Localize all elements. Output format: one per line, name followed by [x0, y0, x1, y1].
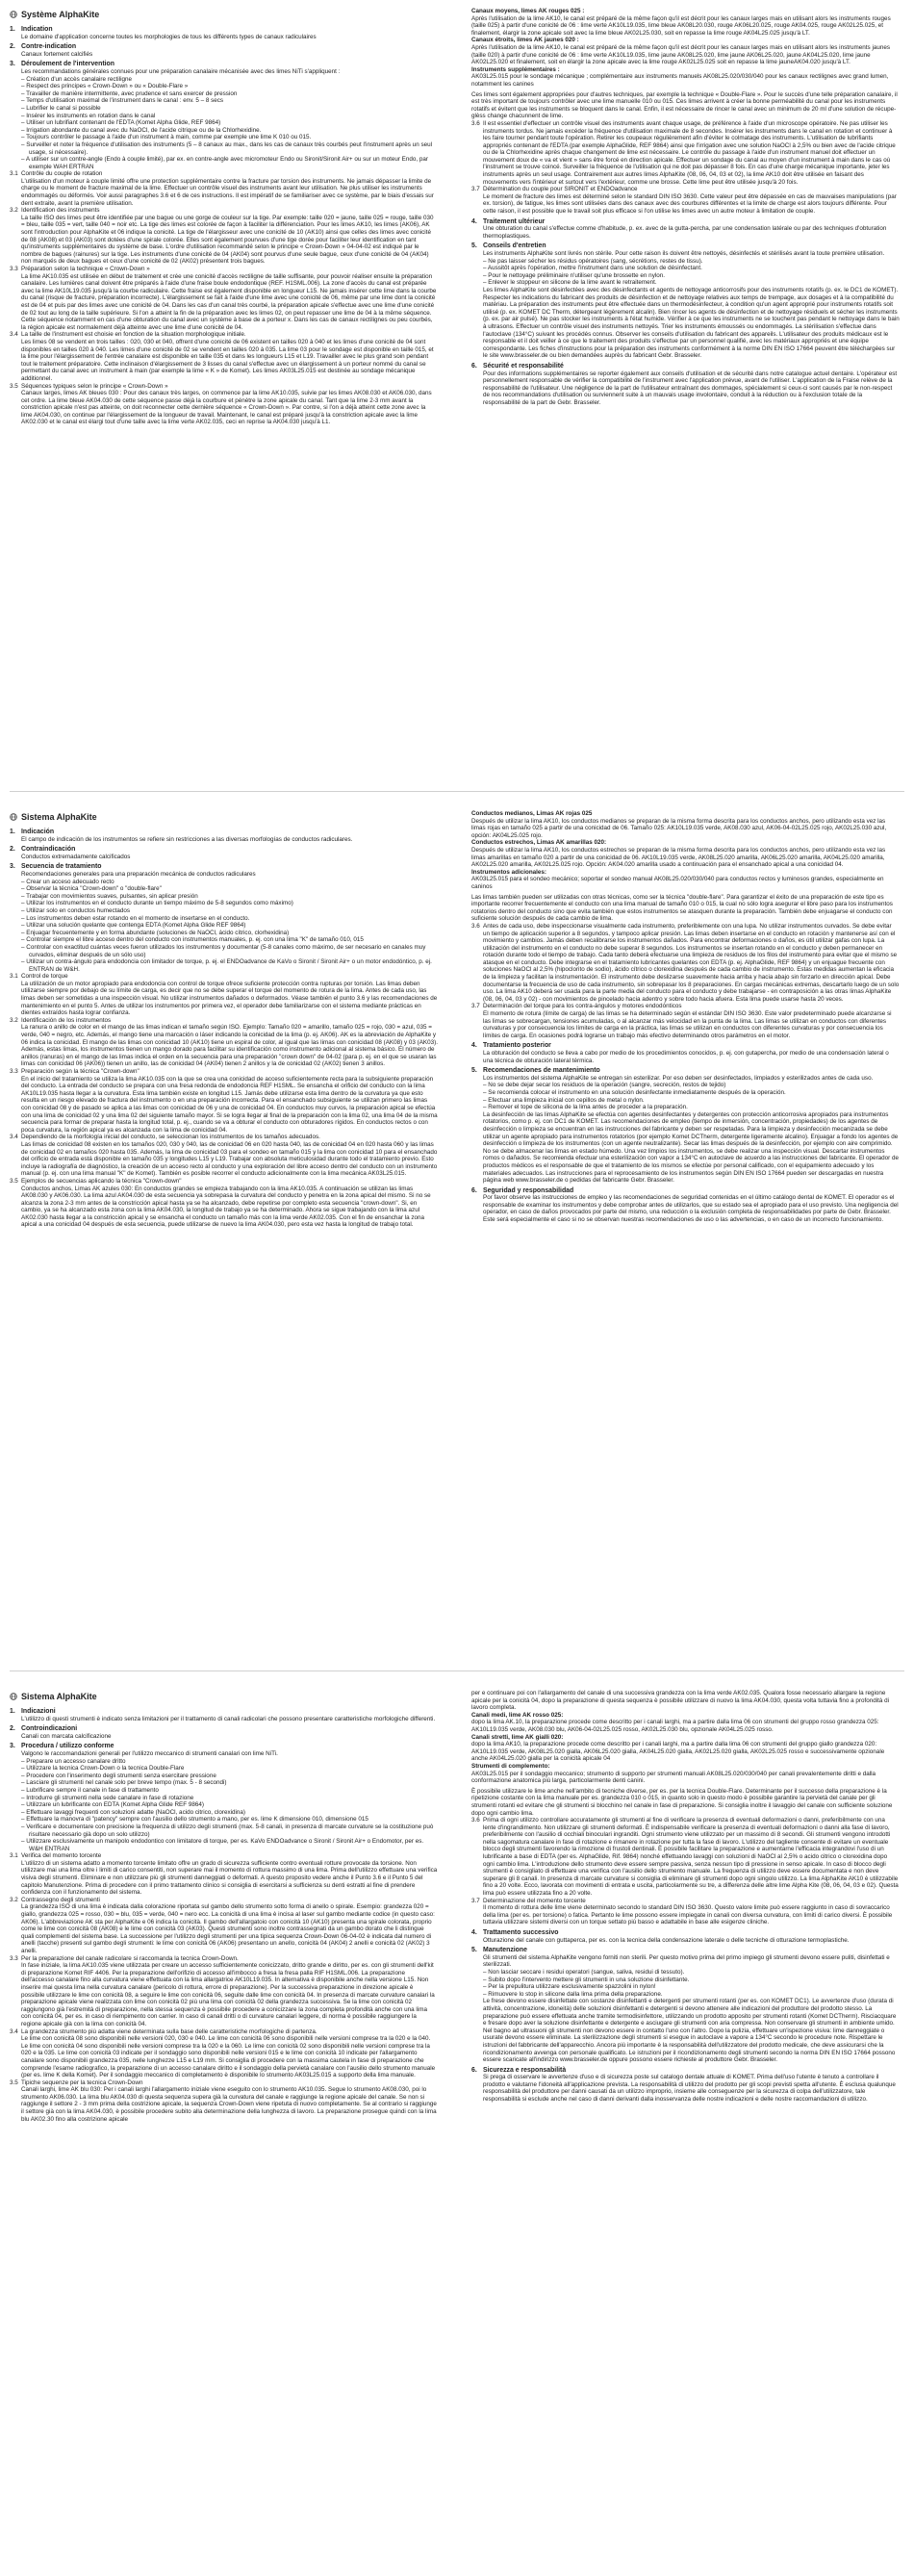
- list-item: – Observar la técnica "Crown-down" o "double-flare": [10, 885, 438, 893]
- paragraph: Canali con marcata calcificazione: [21, 1732, 112, 1740]
- paragraph: La taille ISO des limes peut être identifiée par une bague ou une gorge de couleur sur la tige. Par exemple: taille 020 = jaune, taille 025 = rouge, taille 030 = bleu, taille 035 = vert, taille 040 = noir etc. La tige des limes est colorée de façon à faciliter la différenciation. Pour les limes AK10, les limes (AK06), AK sont l'introduction pour AlphaKite et 06 indique la conicité. La tige de l'élargisseur avec une conicité de 10 (AK10) ainsi que celles des limes avec conicité de 08 (AK08) et 03 (AK03) sont dotées d'une spirale colorée. Elles sont également pourvues d'une tige dorée pour faciliter leur identification en tant qu'instruments supplémentaires du système de base. L'ordre d'utilisation recommandé selon le principe « Crown-Down » 04-04-02 est indiqué par le nombre de bagues (rainures) sur la tige. Les instruments d'une conicité de 04 (AK04) sont pourvus d'une seule bague, ceux d'une conicité de 04 (AK04) non marqués de deux bagues et ceux d'une conicité de 02 (AK02) présentent trois bagues.: [21, 214, 434, 266]
- paragraph: Les limes 08 se vendent en trois tailles : 020, 030 et 040, offrent d'une conicité de 06 existent en tailles 020 à 040 et les limes d'une conicité de 04 sont disponibles en tailles 020 à 040. Les limes d'une conicité de 02 se vendent en tailles 020 à 035. La lime 03 pour le sondage est disponible en taille 015, et la lime pour l'élargissement de l'entrée canalaire est disponible en taille 035 et dans les longueurs L15 et L19. Travailler avec le plus grand soin pendant tout le traitement préparatoire. Cette inclinaison d'élargissement de 3 lisses du canal s'effectue avec un élargissement à un porteur nommé du canal se permettant du canal avec un instrument à main (par exemple la lime « K » de Komet). Les limes AK03L25.015 est destinée au sondage mécanique additionnel.: [21, 338, 434, 382]
- subheading: Canali stretti, lime AK gialli 020:: [471, 1733, 564, 1741]
- paragraph: Le lime con conicità 08 sono disponibili nelle versioni 020, 030 e 040. Le lime con conicità 06 sono disponibili nelle versioni comprese tra la 020 e la 040. Le lime con conicità 04 sono disponibili nelle versioni comprese tra la 020 e la 060. Le lime con conicità 02 sono disponibili nelle versioni comprese tra la 020 e la 035. Le lime con conicità 03 indicate per il sondaggio sono disponibili nelle versioni 015 e le lime con conicità 10 indicate per l'allargamento canalare sono disponibili grandezza 035, nelle lunghezze L15 e L19 mm. Si consiglia di procedere con la massima cautela in fase di preparazione che comprende l'esame radiografico, la preparazione di un accesso canalare diritto e il sondaggio della pervietà canalare con l'ausilio dello strumento manuale (per es. lime K della Komet). Per il sondaggio meccanico di completamento è disponibile lo strumento AK03L25.015 a supporto della lima manuale.: [21, 2035, 436, 2079]
- paragraph: Las limas también pueden ser utilizadas con otras técnicas, como ser la técnica "double-flare". Para garantizar el éxito de una preparación de este tipo es importante recorrer frecuentemente el conducto con una lima manual de tamaño 010 o 015, la cual no sólo logra asegurar el libre paso para los instrumentos rotatorios dentro del conducto sino que evita también que estos instrumentos se atasquen durante la preparación. También debe enjuagarse el conducto con suficiente solución después de cada cambio de lima.: [471, 893, 893, 923]
- heading-treatment: Tratamiento posterior: [483, 1042, 551, 1050]
- subheading: Canali medi, lime AK rosso 025:: [471, 1711, 564, 1719]
- subheading-number: 3.4: [10, 2028, 18, 2035]
- list-item: – Procedere con l'inserimento degli strumenti senza esercitare pressione: [10, 1773, 438, 1780]
- subheading: Instrumentos adicionales:: [471, 868, 547, 876]
- paragraph: È possibile utilizzare le lime anche nell'ambito di tecniche diverse, per es. per la tecnica Double-Flare. Determinante per il successo della preparazione è la ripetizione costante con la lima manuale per es. grandezza 010 o 015, in quanto solo in questo modo è possibile garantire la pervietà del canale per gli strumenti rotanti ed evitare che gli strumenti si blocchino nel canale in fase di preparazione. Si consiglia inoltre il lavaggio del canale con sufficiente soluzione dopo ogni cambio lima.: [471, 1787, 893, 1817]
- heading-indication: Indicación: [21, 829, 55, 835]
- left-column: [10, 23, 438, 426]
- paragraph: La utilización de un motor apropiado para endodoncia con control de torque ofrece suficiente protección contra rupturas por torsión. Las limas deben utilizarse siempre por debajo de su límite de carga, es decir que no se debe superar el torque del momento de rotura de la lima. Antes de cada uso, las limas deben ser sometidas a una inspección visual. No utilizar instrumentos dañados o deformados. Véase también el punto 3.6 y las recomendaciones de mantenimiento en el punto 5. Antes de utilizar los instrumentos por primera vez, el operador debe familiarizarse con el sistema mediante prácticas en dientes extraídos hasta lograr confianza.: [21, 980, 438, 1017]
- subheading: Determinación del torque para los contra-ángulos y motores endodónticos: [483, 1003, 682, 1010]
- heading-safety: Sicurezza e responsabilità: [483, 2066, 567, 2074]
- list-item: – Travailler de manière intermittente, avec prudence et sans exercer de pression: [10, 90, 438, 98]
- heading-number: 3.: [10, 863, 15, 871]
- paragraph: Après l'utilisation de la lime AK10, le canal est préparé de la même façon qu'il est décrit pour les canaux larges mais en utilisant alors les instruments rouges (taille 025) à partir d'une conicité de 06 : lime verte AK10L19.035, lime bleue AK08L20.030, rouge AK06L20.025, rouge AK04.025, rouge AK02L25.025, et finalement, élargir la zone apicale soit avec la lime bleue AK02L25.030, soit en repasse la lime rouge AK04L25.025 jusqu'à LT.: [471, 14, 891, 37]
- subheading: Séquences typiques selon le principe « Crown-Down »: [21, 382, 168, 390]
- list-item: – Se recomienda colocar el instrumento en una solución desinfectante inmediatamente después de la operación.: [471, 1089, 900, 1097]
- list-item: – Ne pas laisser sécher les résidus opératoires (sang, sécrétions, restes de tissu).: [471, 258, 900, 266]
- paragraph: Después de utilizar la lima AK10, los conductos estrechos se preparan de la misma forma descrita para los conductos anchos, pero utilizando esta vez las limas amarillas en tamaño 020 a partir de una conicidad de 06. AK10L19.035 verde, AK08L25.020 amarilla, AK06L25.020 amarilla, AK04L25.020 amarilla, AK02L25.020 amarilla, AK02L25.025 rojo. Opción: AK04.020 amarilla usado a continuación para el ensanchado apical a una conicidad 04.: [471, 846, 886, 869]
- list-item: – Controlar siempre el libre acceso dentro del conducto con instrumentos manuales, p. ej. con una lima "K" de tamaño 010, 015: [10, 936, 438, 944]
- list-item: – Utilizar un contra-ángulo para endodoncia con limitador de torque, p. ej. el ENDOadvance de KaVo o Sironit / Sironit Air+ o un motor endodóntico, p. ej. ENTRAN de W&H.: [10, 958, 438, 973]
- heading-number: 2.: [10, 43, 15, 51]
- paragraph: Otturazione del canale con guttaperca, per es. con la tecnica della condensazione laterale o delle tecniche di otturazione termoplastiche.: [483, 1936, 850, 1944]
- paragraph: Il est essentiel d'effectuer un contrôle visuel des instruments avant chaque usage, de préférence à l'aide d'un microscope opératoire. Ne pas utiliser les instruments tordus. Ne jamais excéder la fréquence d'utilisation maximale de 8 secondes. Insérer les instruments dans le canal en rotation et continuer à les faire tourner pendant toute l'opération. Retirer les coupeaux régulièrement afin d'éviter le colmatage des instruments. L'utilisation de lubrifiants appropriés contenant de l'EDTA (par exemple AlphaGlide, REF 9864) ainsi que l'irrigation avec une solution NaOCl à 2,5% ou bien avec de l'acide citrique ou de la Chlorhexidine après chaque changement de lime est nécessaire. Le contrôle du passage à l'aide d'un instrument manuel doit effectuer un mouvement doux de « va et vient » sans être forcé en direction apicale. Effectuer un sondage du canal au moyen d'un instrument à main dans le cas où l'instrument se trouve coincé. Surveiller la fréquence de l'utilisation qui ne doit pas dépasser 8 fois. En cas d'une charge mécanique importante, jeter les instruments après un seul usage. Contrairement aux autres limes AlphaKite (08, 06, 04, 03 et 02), la lime AK10 doit être utilisée en faisant des mouvements vers l'intérieur et surtout vers l'extérieur, comme une brosse. Cette lime peut être utilisée jusqu'à 20 fois.: [483, 119, 896, 186]
- list-item: – Non lasciar seccare i residui operatori (sangue, saliva, residui di tessuto).: [471, 1969, 900, 1977]
- heading-indication: Indication: [21, 26, 53, 33]
- list-item: – Crear un acceso adecuado recto: [10, 879, 438, 886]
- heading-contraindication: Contre-indication: [21, 43, 77, 51]
- paragraph: En el inicio del tratamiento se utiliza la lima AK10.035 con la que se crea una conicidad de acceso suficientemente recta para la subsiguiente preparación del conducto. La entrada del conducto se prepara con una fresa redonda de endodoncia REF H1SML. Se ensancha el orificio del conducto con la lima AK10L19.035 hasta llegar a la curvatura. Esta lima también existe en longitud L15. Jamás debe utilizarse esta lima dentro de la curvatura ya que esto resulta en un riesgo elevado de fractura del instrumento o en una preparación incorrecta. Para el ensanchado subsiguiente se utilizan primero las limas con conicidad 08 y de pasado se aplica a las limas con conicidad de 06 y una de conicidad 04. En conductos muy curvos, la preparación apical se efectúa con una lima de conicidad 02 y una lima 02 del siguiente tamaño mayor. Si se logra llegar al final de la preparación con la lima 02, una lima 04 de la misma secuencia para formar de preparar hasta la longitud total, p. ej., cuando se va a obturar el conducto con obturadores rígidos. En conductos rectos o con poca curvatura, la región apical ya es alcanzada con la lima de conicidad 04.: [21, 1075, 438, 1134]
- heading-number: 1.: [10, 1708, 15, 1715]
- heading-number: 3.: [10, 61, 15, 68]
- subheading-number: 3.7: [471, 1003, 480, 1010]
- list-item: – Enjuagar frecuentemente y en forma abundante (soluciones de NaOCl, ácido cítrico, clorhexidina): [10, 930, 438, 937]
- subheading-number: 3.4: [10, 1134, 18, 1141]
- list-item: – Controlar con exactitud cuántas veces fueron utilizados los instrumentos y documentar (5-8 canales como máximo, de ser necesario en canales muy curvados, eliminar después de un sólo uso): [10, 944, 438, 958]
- paragraph: El momento de rotura (límite de carga) de las limas se ha determinado según el estándar DIN ISO 3630. Este valor predeterminado puede alcanzarse si las limas se sobrecargan, tensiones acumuladas, o al alcanzar más velocidad en la punta de la lima. Las limas se utilizan en conductos con diferentes curvaturas y por consecuencia los límites de carga en la práctica, las limas se utilizan en conductos con diferentes curvaturas y por consecuencia los límites de carga. En ocasiones podrá lograrse un trabajo más efectivo determinando otros parámetros en el motor.: [483, 1010, 892, 1039]
- paragraph: Conductos extremadamente calcificados: [21, 853, 131, 860]
- list-item: – Création d'un accès canalaire rectiligne: [10, 76, 438, 84]
- paragraph: Le domaine d'application concerne toutes les morphologies de tous les différents types de canaux radiculaires: [21, 33, 317, 40]
- list-item: – Utilizar solo en conductos humectados: [10, 907, 438, 915]
- paragraph: Les instruments AlphaKite sont livrés non stérile. Pour cette raison ils doivent être nettoyés, désinfectés et stérilisés avant la toute première utilisation.: [483, 250, 885, 257]
- heading-number: 4.: [471, 1929, 477, 1936]
- paragraph: L'utilisation d'un moteur à couple limité offre une protection supplémentaire contre la fracture par torsion des instruments. Ne jamais dépasser la limite de charge ou le moment de fracture maximal de la lime. Effectuer un contrôle visuel des instruments avant leur utilisation. Ne plus utiliser les instruments endommagés ou déformés. Voir aussi paragraphes 3.6 et 6 de ces instructions. Il est impératif de se familiariser avec ce système, par le biais d'essais sur dent extraite, avant la première utilisation.: [21, 177, 434, 207]
- paragraph: Une obturation du canal s'effectue comme d'habitude, p. ex. avec de la gutta-percha, par une condensation latérale ou par des techniques d'obturation thermoplastiques.: [483, 225, 887, 240]
- paragraph: Los instrumentos del sistema AlphaKite se entregan sin esterilizar. Por eso deben ser desinfectados, limpiados y esterilizados antes de cada uso.: [483, 1074, 874, 1082]
- heading-indication: Indicazioni: [21, 1708, 56, 1715]
- list-item: – Respect des principes « Crown-Down » ou « Double-Flare »: [10, 83, 438, 90]
- paragraph: Las limas de conicidad 08 existen en los tamaños 020, 030 y 040, las de conicidad 06 en 020 hasta 040, las de conicidad 04 en 020 hasta 060 y las limas de conicidad 02 en tamaños 020 hasta 035. Además, la lima de conicidad 03 para el sondeo en tamaño 015 y la lima con conicidad 10 para el ensanchado del orificio de entrada está disponible en tamaño 035 y longitudes L15 y L19. Trabajar con absoluta meticulosidad durante todo el tratamiento previo. Esto incluye la radiografía de diagnóstico, la creación de un acceso recto al conducto y una exploración del libre acceso dentro del conducto con un instrumento manual (p. ej. con una lima manual "K" de Komet). También es posible recorrer el conducto adicionalmente con la lima mecánica AK03L25.015.: [21, 1140, 438, 1178]
- paragraph: Antes de cada uso, debe inspeccionarse visualmente cada instrumento, preferiblemente con una lupa. No utilizar instrumentos curvados. Se debe evitar un tiempo de aplicación superior a 8 segundos, y tampoco aplicar presión. Las limas deben insertarse en el conducto en rotación y mantenerse así con el movimiento y cambios. Jamás deben recalibrarse los instrumentos dañados. Para encontrar deformaciones o daños, es útil utilizar gafas con lupa. La utilización del instrumento en el conducto no debe superar 8 segundos. Los instrumentos se insertan rotando en el conducto y deben permanecer en rotación durante todo el tiempo de trabajo. Cada tanto deberá efectuarse una limpieza de residuos de los filos del instrumento para evitar que el mismo se atasque en el conducto. Debe integrarse en el tratamiento lubricantes quelantes con EDTA (p. ej. AlphaGlide, REF 9864) y un enjuague frecuente con soluciones NaOCl al 2,5% (hipoclorito de sodio), ácido cítrico o clorexidina después de cada cambio de instrumento. Estas medidas aumentan la eficacia de la limpieza y facilitan la instrumentación. El instrumento debe deslizarse suavemente hacia arriba y hacia abajo sin forzarlo en dirección apical. Debe documentarse la frecuencia de uso de cada instrumento, sin sobrepasar los 8 preparaciones. En cargas mecánicas extremas, descartarlo luego de un solo uso. La lima AK10 deberá ser usada para la parte media del conducto para el conducto y debe trabajarse - en contraposición a las otras limas AlphaKite (08, 06, 04, 03 y 02) - con movimientos de pincelado hacia adentro y sobre todo hacia afuera. Esta lima puede usarse hasta 20 veces.: [483, 922, 900, 1003]
- list-item: – Pour le nettoyage préliminaire n'utiliser qu'une brossette en nylon.: [471, 272, 900, 280]
- list-item: – Surveiller et noter la fréquence d'utilisation des instruments (5 – 8 canaux au max., dans les cas de canaux très courbés peut l'instrument après un seul usage, si nécessaire).: [10, 141, 438, 156]
- paragraph: Il momento di rottura delle lime viene determinato secondo lo standard DIN ISO 3630. Questo valore limite può essere raggiunto in caso di sovraccarico della lima (per es. per torsione) o fatica. Pertanto le lime possono essere impiegate in canali con diversa curvatura, con limiti di carico diversi. È possibile tuttavia utilizzare sistemi diversi con un torque settato più basso e adattabile in base alle esigenze cliniche.: [483, 1904, 893, 1926]
- heading-contraindication: Controindicazioni: [21, 1725, 78, 1733]
- list-item: – Rimuovere lo stop in silicone dalla lima prima della preparazione.: [471, 1991, 900, 1999]
- right-column: [471, 810, 900, 1224]
- heading-procedure: Procedura / utilizzo conforme: [21, 1743, 114, 1750]
- subheading: Préparation selon la technique « Crown-Down »: [21, 266, 150, 272]
- section-spanish: [0, 803, 914, 1649]
- subheading-number: 3.1: [10, 973, 18, 981]
- subheading-number: 3.5: [10, 1177, 18, 1185]
- paragraph: In fase iniziale, la lima AK10.035 viene utilizzata per creare un accesso sufficientemente conicizzato, dritto grande e diritto, per es. con gli strumenti dell'kit di preparazione Komet RIF 4406. Per la preparazione dell'orifizio di accesso all'imbocco a fresa la fresa palla RIF H1SML.006. La preparazione dell'accesso canalare fino alla curvatura viene effettuata con la lima allargatrice AK10L19.035. In alternativa è disponibile anche nella versione L15. Non inserire mai questa lima nella curvatura canalare (pericolo di rottura, errore di preparazione). Per la successiva preparazione in direzione apicale è possibile utilizzare le lime con conicità 08, a seguire le lime con conicità 06, seguite dalle lime con conicità 04. In presenza di marcate curvature canalari la preparazione apicale viene realizzata con lime con conicità 02 più una lima con conicità 02 della grandezza successiva. Se la lime con conicità 02 raggiungono già l'estremità di preparazione, nella stessa sequenza è possibile procedere a conicizzare la zona completa profondità anche con una lima con conicità 04, per es. in caso di riempimento con carrier. In caso di canali dritti o di curvature canalari leggere, di norma è possibile raggiungere la regione apicale già con la lima con conicità 04.: [21, 1962, 435, 2028]
- list-item: – Remover el tope de silicona de la lima antes de proceder a la preparación.: [471, 1104, 900, 1111]
- paragraph: El campo de indicación de los instrumentos se refiere sin restricciones a las diversas morfologías de conductos radiculares.: [21, 835, 353, 843]
- heading-treatment: Trattamento successivo: [483, 1929, 559, 1936]
- section-title: Sistema AlphaKite: [21, 1692, 97, 1701]
- paragraph: Si prega di osservare le avvertenze d'uso e di sicurezza poste sul catalogo dentale attuale di KOMET. Prima dell'uso l'utente è tenuto a controllare il prodotto e valutarne l'idoneità all'applicazione prevista. La responsabilità di utilizzo del prodotto per gli scopi previsti spetta all'utente. È esclusa qualunque responsabilità del produttore per danni causati da un utilizzo improprio, insieme alle conseguenze per la sicurezza di colpa dell'utilizzatore, tale responsabilità si esclude anche nel caso di danni derivanti dalla inosservanza delle nostre indicazioni e delle nostre raccomandazioni di utilizzo.: [483, 2074, 896, 2104]
- subheading: Canaux étroits, limes AK jaunes 020 :: [471, 37, 579, 44]
- subheading-number: 3.2: [10, 207, 18, 215]
- paragraph: AK03L25.015 per il sondaggio meccanico; strumento di supporto per strumenti manuali AK08L25.020/030/040 per canali prevalentemente diritti e dalla conformazione anatomica più larga, particolarmente denti canini.: [471, 1770, 876, 1785]
- list-item: – Utilizar una solución quelante que contenga EDTA (Komet Alpha Glide REF 9864): [10, 922, 438, 930]
- left-column: [10, 1705, 438, 2123]
- heading-number: 5.: [471, 1947, 477, 1954]
- paragraph: Valgono le raccomandazioni generali per l'utilizzo meccanico di strumenti canalari con lime NiTi.: [21, 1749, 278, 1757]
- subheading: Canaux moyens, limes AK rouges 025 :: [471, 8, 585, 14]
- paragraph: per e continuare poi con l'allargamento del canale di una successiva grandezza con la lima verde AK02.035. Qualora fosse necessario allargare la regione apicale per la conicità 04, dopo la preparazione di questa sequenza è possibile utilizzare di nuovo la lima AK04.030, questa volta tuttavia fino a profondità di lavoro completa.: [471, 1690, 890, 1712]
- paragraph: L'utilizzo di questi strumenti è indicato senza limitazioni per il trattamento di canali radicolari che possono presentare caratteristiche morfologiche differenti.: [21, 1715, 436, 1722]
- heading-number: 3.: [10, 1743, 15, 1750]
- paragraph: La ranura o anillo de color en el mango de las limas indican el tamaño según ISO. Ejemplo: Tamaño 020 = amarillo, tamaño 025 = rojo, 030 = azul, 035 = verde, 040 = negro, etc. Además, el mango tiene una marcación o láser indicando la conicidad de la lima (p. ej. AK06). AK es la abreviación de AlphaKite y 06 indica la conicidad. El mango de las limas con conicidad 10 (AK10) tiene un espiral de color, al igual que las limas con conicidad 08 (AK08) y 03 (AK03). Además, estas limas, los instrumentos tienen un mango dorado para facilitar su identificación como instrumento adicional al sistema básico. El número de anillos (ranuras) en el mango de las limas indica el orden en la secuencia para una preparación "crown down" de 04-02 (para p. ej. en el que se usaran las limas con conicidad 06 (AK06)) tienen un anillo, las de conicidad 04 (AK04) tienen 2 anillos y la de conicidad 02 (AK02) tienen 3 anillos.: [21, 1024, 438, 1068]
- list-item: – Preparare un accesso canalare dritto: [10, 1758, 438, 1766]
- subheading-number: 3.4: [10, 331, 18, 339]
- section-divider: [10, 791, 904, 792]
- list-item: – Effettuare la manovra di "patency" sempre con l'ausilio dello strumento a mano, per es. lime K dimensione 010, dimensione 015: [10, 1816, 438, 1824]
- heading-maintenance: Conseils d'entretien: [483, 242, 546, 250]
- paragraph: L'utilizzo di un sistema adatto a momento torcente limitato offre un grado di sicurezza sufficiente contro eventuali rotture provocate da torsione. Non utilizzare mai una lima oltre i limiti di carico consentiti, non superare mai il momento di rottura massimo di una lima. Prima dell'utilizzo effettuare una verifica visiva degli strumenti. Eliminare e non utilizzare più gli strumenti danneggiati o deformati. A questo proposito vedere anche il Punto 3.6 e il Punto 5 del capitolo Manutenzione. Prima di procedere con il primo trattamento clinico si consiglia di esercitarsi a sufficienza su denti estratti al fine di prendere confidenza con il funzionamento del sistema.: [21, 1859, 438, 1897]
- paragraph: Canaux fortement calcifiés: [21, 50, 93, 58]
- heading-number: 6.: [471, 1186, 477, 1194]
- section-french: [0, 0, 914, 760]
- subheading-number: 3.7: [471, 1897, 480, 1904]
- paragraph: Les recommandations générales connues pour une préparation canalaire mécanisée avec des limes NiTi s'appliquent :: [21, 67, 341, 75]
- list-item: – Aussitôt après l'opération, mettre l'instrument dans une solution de désinfectant.: [471, 265, 900, 272]
- heading-number: 1.: [10, 26, 15, 33]
- list-item: – Lubrifier le canal si possible: [10, 105, 438, 113]
- right-column: [471, 1690, 900, 2104]
- subheading-number: 3.6: [471, 922, 480, 930]
- heading-contraindication: Contraindicación: [21, 846, 76, 854]
- subheading: Strumenti di complemento:: [471, 1762, 550, 1770]
- heading-procedure: Déroulement de l'intervention: [21, 61, 114, 68]
- list-item: – Trabajar con movimientos suaves, pulsantes, sin aplicar presión: [10, 893, 438, 901]
- paragraph: La lime AK10.035 est utilisée en début de traitement et crée une conicité d'accès rectiligne de taille suffisante, pour pouvoir réaliser ensuite la préparation canalaire. Les lumières canal doivent être préparés à l'aide d'une fraise boule endodontique (REF. H1SML.006). La zone d'accès du canal est préparée avec la lime AK10L19.035 jusqu'à la courbe radiculaire. Cette fraise est également disponible en longueur L15. Ne jamais insérer cette lime dans la courbe du canal (risque de fracture, préparation incorrecte). L'élargissement se fait à l'aide d'une lime avec une conicité de 06, même par une lime dont la conicité est de 04 et puis par des limes avec une conicité de 04. Dans les cas d'un canal très courbé, la préparation apicale s'effectue avec une lime d'une conicité de 02 tout au long de la taille supérieure. Si l'on a atteint la fin de la préparation avec les limes 02, on peut repasser une lime de 04 à la même séquence. Cette séquence notamment en cas d'une obturation du canal avec un système à base de a porteur x. Dans les cas de canaux rectilignes ou peu courbés, la région apicale est normalement déjà atteinte avec une lime d'une conicité de 04.: [21, 272, 437, 331]
- subheading-number: 3.1: [10, 170, 18, 178]
- list-item: – Irrigation abondante du canal avec du NaOCl, de l'acide citrique ou de la Chlorhexidine.: [10, 127, 438, 135]
- subheading: Identificación de los instrumentos: [21, 1016, 112, 1024]
- heading-procedure: Secuencia de tratamiento: [21, 863, 102, 871]
- list-item: – Introdurre gli strumenti nella sede canalare in fase di rotazione: [10, 1795, 438, 1802]
- subheading-number: 3.6: [471, 119, 480, 127]
- subheading-number: 3.6: [471, 1817, 480, 1824]
- list-item: – Utilizzare un lubrificante con EDTA (Komet Alpha Glide REF 9864): [10, 1801, 438, 1809]
- subheading-number: 3.7: [471, 186, 480, 193]
- subheading: Per la preparazione del canale radicolare si raccomanda la tecnica Crown-Down.: [21, 1954, 239, 1962]
- subheading: Ejemplos de secuencias aplicando la técnica "Crown-down": [21, 1177, 182, 1185]
- subheading: Contrôle du couple de rotation: [21, 170, 103, 178]
- paragraph: Por favor observe las instrucciones de empleo y las recomendaciones de seguridad contenidas en el último catálogo dental de KOMET. El operador es el responsable de examinar los instrumentos y debe comprobar antes de utilizarlos, que su estado sea el apropiado para el uso previsto. Una negligencia del operador, en caso de daños provocados por parte del mismo, una reducción o la exclusión completa de responsabilidades por parte de Gebr. Brasseler. Este será especialmente el caso si no se observan nuestras recomendaciones de uso o las advertencias, o en caso de un incorrecto funcionamiento.: [483, 1194, 899, 1224]
- section-header: [10, 10, 99, 19]
- heading-number: 4.: [471, 217, 477, 225]
- paragraph: La grandezza ISO di una lima è indicata dalla colorazione riportata sul gambo dello strumento sotto forma di anello o spirale. Esempio: grandezza 020 = giallo, grandezza 025 = rosso, 030 = blu, 035 = verde, 040 = nero ecc. La conicità di una lima è incisa al laser sul gambo mediante codice (in questo caso: AK06). L'abbreviazione AK sta per AlphaKite e 06 indica la conicità. Il gambo dell'allargatoio con conicità 10 (AK10) presenta una spirale colorata, proprio come le lime con conicità 08 (AK08) e le lime con conicità 03 (AK03). Questi strumenti sono inoltre contrassegnati da un gambo dorato che li distingue quali complementi del sistema base. La successione per l'utilizzo degli strumenti per una tipica sequenza Crown-Down 06-04-02 è indicata dal numero di anelli (tacche) presenti sul gambo degli strumenti: le lime con conicità 06 (AK06) presentano un anello, conicità 04 (AK04) 2 anelli e conicità 02 (AK02) 3 anelli.: [21, 1903, 435, 1954]
- heading-treatment: Traitement ultérieur: [483, 217, 546, 225]
- globe-icon: [10, 1693, 17, 1700]
- heading-number: 1.: [10, 829, 15, 835]
- list-item: – Efectuar una limpieza inicial con cepillos de metal o nylon.: [471, 1097, 900, 1105]
- list-item: – Verificare e documentare con precisione la frequenza di utilizzo degli strumenti (max. 5-8 canali, in presenza di marcate curvature se la costituzione può risultare necessario già dopo un solo utilizzo): [10, 1824, 438, 1838]
- subheading: Contrassegno degli strumenti: [21, 1896, 100, 1903]
- subheading: Preparación según la técnica "Crown-down": [21, 1068, 140, 1075]
- subheading: Détermination du couple pour SIRONIT et ENDOadvance: [483, 186, 638, 193]
- subheading: La taille de l'instrument est choisie en fonction de la situation morphologique initiale.: [21, 331, 246, 339]
- paragraph: dopo la lima AK10, la preparazione procede come descritto per i canali larghi, ma a partire dalla lima 06 con strumenti del gruppo giallo grandezza 020: AK10L19.035 verde, AK08L25.020 gialla, AK06L25.020 gialla, AK04L25.020 gialla, AK02L25.020 gialla, AK02L25.025 rosso e successivamente opzionale anche AK04L25.020 gialla per la conicità apicale 04: [471, 1741, 885, 1763]
- heading-safety: Seguridad y responsabilidad: [483, 1186, 574, 1194]
- heading-maintenance: Recomendaciones de mantenimiento: [483, 1067, 600, 1075]
- heading-number: 6.: [471, 362, 477, 370]
- paragraph: La obturación del conducto se lleva a cabo por medio de los procedimientos conocidos, p. ej. con gutapercha, por medio de una condensación lateral o una técnica de obturación lateral térmica.: [483, 1050, 889, 1064]
- list-item: – Temps d'utilisation maximal de l'instrument dans le canal : env. 5 – 8 secs: [10, 97, 438, 105]
- list-item: – Utilizzare esclusivamente un manipolo endodontico con limitatore di torque, per es. KaVo ENDOadvance o Sironit / Sironit Air+ o Endomotor, per es. W&H ENTRAN: [10, 1838, 438, 1852]
- list-item: – Utilizar los instrumentos en el conducto durante un tiempo máximo de 5-8 segundos como máximo): [10, 900, 438, 907]
- subheading: Verifica del momento torcente: [21, 1852, 102, 1860]
- list-item: – Utilizzare la tecnica Crown-Down o la tecnica Double-Flare: [10, 1765, 438, 1773]
- list-item: – Lasciare gli strumenti nel canale solo per breve tempo (max. 5 - 8 secondi): [10, 1779, 438, 1787]
- heading-number: 4.: [471, 1042, 477, 1050]
- list-item: – Enlever le stoppeur en silicone de la lime avant le retraitement.: [471, 279, 900, 287]
- section-title: Sistema AlphaKite: [21, 812, 97, 822]
- section-italian: [0, 1682, 914, 2572]
- heading-number: 5.: [471, 1067, 477, 1075]
- heading-number: 2.: [10, 1725, 15, 1733]
- list-item: – Toujours contrôler le passage à l'aide d'un instrument à main, comme par exemple une lime K 010 ou 015.: [10, 134, 438, 141]
- paragraph: Canali larghi, lime AK blu 030: Per i canali larghi l'allargamento iniziale viene eseguito con lo strumento AK10.035. Segue lo strumento AK08.030, poi lo strumento AK06.030. La lima blu AK04.030 di questa sequenza supera già la curvatura del canale e raggiunge la regione apicale del canale. Se non si raggiunge il settore 2 - 3 mm prima della costrizione apicale, la sequenza Crown-Down viene ripetuta di nuovo completamente. Se al contrario si raggiunge il settore già con la lima AK04.030, è possibile procedere subito alla determinazione della lunghezza di lavoro. La preparazione prosegue quindi con la lima blu AK02.30 fino alla costrizione apicale: [21, 2086, 437, 2123]
- paragraph: Pour des informations supplémentaires se reporter également aux conseils d'utilisation et de sécurité dans notre catalogue actuel dentaire. L'opérateur est personnellement responsable de vérifier la compatibilité de l'instrument avec l'application prévue, avant de l'utiliser. L'application de la Fraise relève de la responsabilité de l'utilisateur. Une négligence de la part de l'utilisateur entraînant des dommages, spécialement si ceux-ci sont causés par le non-respect de nos recommandations d'utilisation ou surviennent suite à un mauvais usage involontaire, conduit à la réduction ou à l'exclusion totale de la responsabilité de la part de Gebr. Brasseler.: [483, 370, 898, 406]
- subheading-number: 3.2: [10, 1896, 18, 1903]
- heading-maintenance: Manutenzione: [483, 1947, 527, 1954]
- list-item: – Utiliser un lubrifiant contenant de l'EDTA (Komet Alpha Glide, REF 9864): [10, 119, 438, 127]
- list-item: – No se debe dejar secar los residuos de la operación (sangre, secreción, restos de tejido): [471, 1082, 900, 1089]
- left-column: [10, 826, 438, 1229]
- paragraph: Conductos anchos, Limas AK azules 030: En conductos grandes se empieza trabajando con la lima AK10.035. A continuación se utilizan las limas AK08.030 y AK06.030. La lima azul AK04.030 de esta secuencia ya sobrepasa la curvatura del conducto y penetra en la zona apical del mismo. Si no se alcanza la zona 2-3 mm antes de la constricción apical hasta ya se ha alcanzado, debe repetirse por completo esta secuencia "crown-down". Si, en cambio, ya se ha alcanzado esta zona con la lima AK04.030, la longitud de trabajo ya se ha determinado. Ahora se sigue trabajando con la lima azul AK02.030 hasta llegar a la constricción apical y se ensancha el conducto un tamaño más con la lima verde AK02.035. Con el fin de ensanchar la zona apical a una conicidad 04 después de esta secuencia, puede utilizarse de nuevo la lima AK04.030, pero esta vez hasta la longitud de trabajo total.: [21, 1185, 431, 1229]
- paragraph: Le moment de fracture des limes est déterminé selon le standard DIN ISO 3630. Cette valeur peut être dépassée en cas de mauvaises manipulations (par ex. torsion), de fatigue, les limes sont utilisées dans des canaux avec des courbures différentes et la limite de charge est alors toujours différente. Pour cette raison, il est possible que le travail soit plus efficace si l'on utilise les limes avec un autre moteur à limitation de couple.: [483, 192, 897, 216]
- section-title: Système AlphaKite: [21, 10, 100, 19]
- subheading: Tipiche sequenze per la tecnica Crown-Down: [21, 2079, 143, 2086]
- globe-icon: [10, 813, 17, 821]
- paragraph: Les limes AlphaKite sont désinfectées avec des désinfectants et agents de nettoyage anticorrosifs pour des instruments rotatifs (p. ex. le DC1 de KOMET). Respecter les indications du fabricant des produits de désinfection et de nettoyage relatives aux temps de trempage, aux dosages et à la compatibilité du matériau. La préparation des instruments peut être effectuée dans un thermodésinfecteur, à condition qu'un agent approprié pour instruments rotatifs soit utilisé (p. ex. KOMET DC Therm, détergeant légèrement alcalin). Bien rincer les agents de désinfection et de nettoyage résiduels et sécher les instruments (p. ex. par air pulsé). Ne pas stocker les instruments à l'état humide. Vérifier à ce que les instruments ne se touchent pas pendant le nettoyage dans le bain à ultrasons. Effectuer un contrôle visuel des instruments nettoyés. Trier les instruments émoussés ou endommagés. La stérilisation s'effectue dans l'autoclave (134°C) suivant les procédés connus. Observer les conseils d'utilisation du fabricant des appareils. L'utilisateur des produits médicaux est le responsable et il doit veiller à ce que le traitement des produits s'effectue par un personnel qualifié, avec les matériaux appropriés et une équipe correspondante. Les fiches d'instructions pour la préparation des instruments conformément à la norme DIN EN ISO 17664 peuvent être téléchargées sur le site www.brasseler.de ou bien demandées auprès du fabricant Gebr. Brasseler.: [483, 286, 900, 360]
- heading-number: 5.: [471, 242, 477, 250]
- paragraph: Après l'utilisation de la lime AK10, le canal est préparé de la même façon qu'il est décrit pour les canaux larges mais en utilisant alors les instruments jaunes (taille 020) à partir d'une conicité de 06 : lime verte AK10L19.035, lime jaune AK08L25.020, lime jaune AK06L25.020, jaune AK04L25.020, lime jaune AK02L25.020 et finalement, soit en élargir la zone apicale avec la lime rouge AK02L25.025 soit en repasse la lime jauneAK04.020 jusqu'à LT.: [471, 43, 891, 66]
- heading-number: 6.: [471, 2066, 477, 2074]
- subheading-number: 3.3: [10, 266, 18, 272]
- subheading-number: 3.3: [10, 1068, 18, 1075]
- paragraph: Después de utilizar la lima AK10, los conductos medianos se preparan de la misma forma descrita para los conductos anchos, pero utilizando esta vez las limas rojas en tamaño 025 a partir de una conicidad de 06. Tamaño 025: AK10L19.035 verde, AK08.030 azul, AK06-04-02L25.025 rojo, AK02L25.030 azul, opción: AK04L25.025 rojo.: [471, 817, 887, 839]
- list-item: – Los instrumentos deben estar rotando en el momento de insertarse en el conducto.: [10, 915, 438, 923]
- subheading: Conductos medianos, Limas AK rojas 025: [471, 810, 593, 817]
- paragraph: Le frese devono essere disinfettate con sostanze disinfettanti e detergenti per strumenti rotanti (per es. con KOMET DC1). Le avvertenze d'uso (durata di attività, concentrazione, idoneità) delle soluzioni disinfettanti e detergenti si devono attenere alle indicazioni del produttore del prodotto stesso. La preparazione può essere effettuata anche tramite termodisinfettore, utilizzando un prodotto apposito per strumenti rotanti (Komet DCTherm). Risciacquare e fresare dopo aver la soluzione disinfettante e detergente e asciugare gli strumenti con aria compressa. Non conservare gli strumenti in ambiente umido. Nel bagno ad ultrasuoni gli strumenti non devono essere in contatto l'uno con l'altro. Dopo la pulizia, effettuare un'ispezione visiva: lime danneggiate o usurate devono essere eliminate. La sterilizzazione degli strumenti si esegue in autoclave a vapore a 134°C secondo le procedure note. Rispettare le istruzioni del fabbricante dell'apparecchio. Ancora più importante è la responsabilità dell'utilizzatore del prodotto medicale, che deve assicurarsi che la ricondizionamento avvenga con personale qualificato. Le istruzioni per il ricondizionamento degli strumenti secondo la norma DIN EN ISO 17664 possono essere scaricate all'indirizzo www.brasseler.de oppure possono essere richieste al produttore Gebr. Brasseler.: [483, 1998, 897, 2064]
- subheading-number: 3.1: [10, 1852, 18, 1860]
- list-item: – Lubrificare sempre il canale in fase di trattamento: [10, 1787, 438, 1795]
- paragraph: dopo la lima AK.10, la preparazione procede come descritto per i canali larghi, ma a partire dalla lima 06 con strumenti del gruppo rosso grandezza 025: AK10L19.035 verde, AK08.030 blu, AK06-04-02L25.025 rosso, AK02L25.030 blu, opzionale AK04L25.025 rosso.: [471, 1719, 879, 1733]
- paragraph: AK03L25.015 pour le sondage mécanique ; complémentaire aux instruments manuels AK08L25.020/030/040 pour les canaux rectilignes avec grand lumen, notamment les canines: [471, 73, 889, 88]
- subheading: La grandezza strumento più adatta viene determinata sulla base delle caratteristiche morfologiche di partenza.: [21, 2028, 317, 2035]
- list-item: – Effettuare lavaggi frequenti con soluzioni adatte (NaOCl, acido citrico, clorexidina): [10, 1809, 438, 1817]
- paragraph: Prima di ogni utilizzo controllare accuratamente gli strumenti al fine di verificare la presenza di eventuali deformazioni o danni, preferibilmente con una lente d'ingrandimento. Non utilizzare gli strumenti deformati. È indispensabile verificare la presenza di eventuali deformazioni o danni alla fase di lavoro, preferibilmente con l'ausilio di occhiali binoculari ingranditi. Ogni strumento viene utilizzato per un massimo di 8 secondi. Gli strumenti vengono introdotti nella sagomatura canalare in fase di rotazione e rimanere in rotazione per tutta la fase di lavoro. L'utilizzo del tagliente consente di evitare un eventuale blocco degli strumenti favorendo la rimozione di frustoli dentinali. È possibile facilitare la preparazione e aumentarne l'efficacia integrandovi l'uso di un lubrificante a base di EDTA (per es. AlphaGlide, Rif. 9864) nonché effettuando lavaggi con soluzioni di NaOCl al 2,5% o acido citrico o clorexidina dopo ogni cambio lima. L'introduzione dello strumento deve essere sempre passiva, senza nessun tipo di pressione in senso apicale. In caso di blocco degli strumenti è consigliato di effettuare una verifica con l'ausilio dello strumento manuale. La frequenza di utilizzo deve essere documentata e non deve superare gli 8 canali. In presenza di marcate curvature si consiglia di eliminare gli strumenti dopo ogni singolo utilizzo. La lima AlphaKite AK10 è utilizzabile fino a 20 volte. Ecco, lavorata con movimenti di entrata e uscita, particolarmente su tre, a differenza delle altre lime Alpha Kite (08, 06, 04, 03 e 02). Questa lima può essere utilizzata fino a 20 volte.: [483, 1817, 899, 1898]
- section-header: [10, 1692, 97, 1701]
- right-column: [471, 8, 900, 406]
- paragraph: Recomendaciones generales para una preparación mecánica de conductos radiculares: [21, 870, 256, 878]
- subheading-number: 3.2: [10, 1016, 18, 1024]
- list-item: – A utiliser sur un contre-angle (Endo à couple limité), par ex. en contre-angle avec micromoteur Endo ou Sironit/Sironit Air+ ou sur un moteur Endo, par exemple WAH ERTRAN: [10, 156, 438, 170]
- paragraph: La desinfección de las limas AlphaKite se efectúa con agentes desinfectantes y detergentes con protección anticorrosiva apropiados para instrumentos rotatorios, como p. ej. con DC1 de KOMET. Las recomendaciones de empleo (tiempo de inmersión, concentración, propiedades) de los agentes de desinfección o limpieza se encuentran en las instrucciones del fabricante y deben ser respetadas. Para la limpieza y desinfección mecanizada se debe utilizar un agente apropiado para instrumentos rotatorios (por ejemplo Komet DCTherm, detergente ligeramente alcalino). Enjuagar a fondo los agentes de desinfección o limpieza de los instrumentos (con un agente neutralizante). Secar las limas después de la desinfección, por ejemplo con aire comprimido. No se debe almacenar las limas en estado húmedo. Una vez limpios los instrumentos, se debe realizar una inspección visual. Descartar instrumentos romos o dañados. Se recomienda efectuar una esterilización con vapor a 134°C en autoclave de acuerdo a las instrucciones del fabricante. El operador de productos médicos es el responsable de que el tratamiento de los mismos se efectúe por personal calificado, con el equipamiento adecuado y los materiales adecuados. Las instrucciones para el reprocesamiento de los instrumentos según DIN EN ISO 17664 pueden ser descargadas en nuestra página web www.brasseler.de o pedidas del fabricante Gebr. Brasseler.: [483, 1110, 900, 1185]
- heading-number: 2.: [10, 846, 15, 854]
- paragraph: Canaux larges, limes AK bleues 030 : Pour des canaux très larges, on commence par la lime AK10.035, suivie par les limes AK08.030 et AK06.030, dans cet ordre. La lime bleue AK04.030 de cette séquence passe déjà la courbure et pénètre la zone apicale du canal. Tant que la lime 2-3 mm avant la constriction apicale n'est pas atteinte, on doit reconnecter cette dernière séquence « Crown-Down ». Par contre, si l'on a déjà atteint cette zone avec la lime AK04.030, on continue par l'élargissement de la longueur de travail. Maintenant, le canal est préparé jusqu'à la constriction apicale avec la lime AK02.030 et le canal est élargi tout d'une taille avec la lime verte AK02.035, ceci en reprise la AK04.030 jusqu'à L1.: [21, 390, 432, 426]
- heading-safety: Sécurité et responsabilité: [483, 362, 564, 370]
- subheading-number: 3.3: [10, 1954, 18, 1962]
- section-header: [10, 812, 97, 822]
- list-item: – Per la prepulitura utilizzare esclusivamente spazzolini in nylon!: [471, 1983, 900, 1991]
- subheading-number: 3.5: [10, 2079, 18, 2086]
- subheading: Conductos estrechos, Limas AK amarillas 020:: [471, 839, 607, 847]
- paragraph: Gli strumenti del sistema AlphaKite vengono forniti non sterili. Per questo motivo prima del primo impiego gli strumenti devono essere puliti, disinfettati e sterilizzati.: [483, 1953, 890, 1969]
- paragraph: AK03L25.015 para el sondeo mecánico; soportar el sondeo manual AK08L25.020/030/040 para conductos rectos y luminosos grandes, especialmente en caninos: [471, 876, 884, 890]
- subheading: Identification des instruments: [21, 207, 100, 215]
- subheading-number: 3.5: [10, 382, 18, 390]
- list-item: – Insérer les instruments en rotation dans le canal: [10, 113, 438, 120]
- paragraph: Ces limes sont également appropriées pour d'autres techniques, par exemple la technique « Double-Flare ». Pour le succès d'une telle préparation canalaire, il est très important de toujours contrôler avec une lime manuelle 010 ou 015. Ces limes arrivent à créer la bonne perméabilité du canal pour les instruments rotatifs et évitent que les instruments se bloquent dans le canal. Enfin, il est nécessaire de rincer le canal avec un minimum de 20 ml d'une solution de récupe-glèss change chacunnent de lime.: [471, 90, 898, 120]
- subheading: Control de torque: [21, 973, 68, 981]
- subheading: Determinazione del momento torcente: [483, 1897, 586, 1904]
- subheading: Dependiendo de la morfología inicial del conducto, se seleccionan los instrumentos de los tamaños adecuados.: [21, 1134, 320, 1141]
- list-item: – Subito dopo l'intervento mettere gli strumenti in una soluzione disinfettante.: [471, 1977, 900, 1984]
- globe-icon: [10, 11, 17, 18]
- subheading: Instruments supplémentaires :: [471, 65, 560, 73]
